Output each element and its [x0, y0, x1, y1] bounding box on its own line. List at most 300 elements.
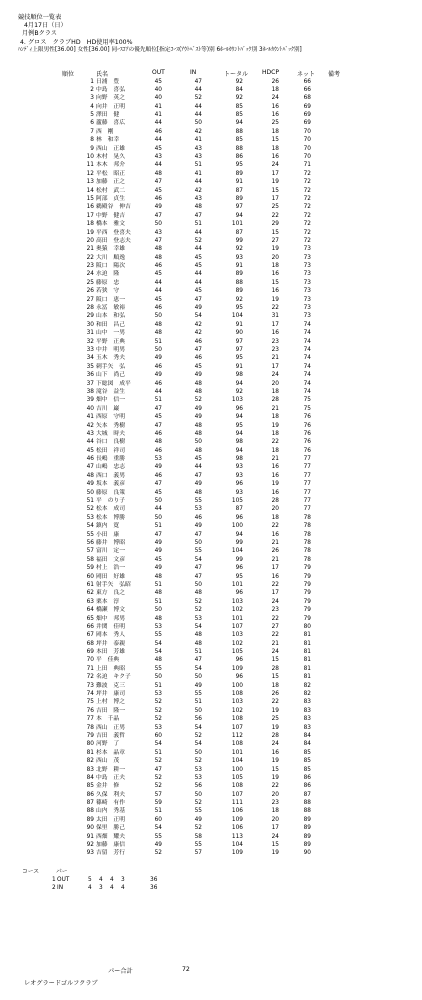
in-cell: 56: [194, 716, 202, 723]
in-cell: 49: [194, 305, 202, 312]
hdcp-cell: 16: [271, 531, 279, 538]
hdcp-cell: 18: [271, 514, 279, 521]
hole-par: 4: [121, 885, 125, 892]
table-row: [0, 78, 422, 86]
hdcp-cell: 22: [271, 439, 279, 446]
out-cell: 47: [154, 212, 162, 219]
total-cell: 94: [235, 212, 243, 219]
name-cell: 難波 克三: [96, 682, 125, 689]
table-row: [0, 455, 422, 463]
name-cell: 鵜殿谷 伸吉: [96, 204, 131, 211]
in-cell: 56: [194, 783, 202, 790]
table-row: [0, 103, 422, 111]
in-cell: 45: [194, 363, 202, 370]
total-cell: 96: [235, 514, 243, 521]
rank-cell: 55: [86, 531, 94, 538]
table-row: [0, 287, 422, 295]
net-cell: 77: [303, 506, 311, 513]
hdcp-cell: 22: [271, 632, 279, 639]
table-row: [0, 438, 422, 446]
in-cell: 50: [194, 539, 202, 546]
net-cell: 78: [303, 556, 311, 563]
hdcp-cell: 16: [271, 464, 279, 471]
table-row: [0, 195, 422, 203]
net-cell: 68: [303, 95, 311, 102]
hdcp-cell: 20: [271, 506, 279, 513]
in-cell: 48: [194, 430, 202, 437]
net-cell: 76: [303, 447, 311, 454]
name-cell: 加藤 康信: [96, 842, 125, 849]
col-net: ネット: [297, 71, 316, 78]
name-cell: 山中 一男: [96, 330, 125, 337]
hdcp-cell: 28: [271, 732, 279, 739]
total-cell: 100: [231, 766, 243, 773]
hdcp-cell: 19: [271, 850, 279, 857]
out-cell: 53: [154, 691, 162, 698]
hdcp-cell: 22: [271, 212, 279, 219]
hdcp-cell: 15: [271, 229, 279, 236]
hdcp-cell: 16: [271, 112, 279, 119]
in-cell: 55: [194, 842, 202, 849]
rank-cell: 92: [86, 842, 94, 849]
table-row: [0, 841, 422, 849]
table-row: [0, 539, 422, 547]
name-cell: 篠崎 有作: [96, 800, 125, 807]
out-cell: 60: [154, 816, 162, 823]
in-cell: 49: [194, 372, 202, 379]
rank-cell: 19: [86, 229, 94, 236]
table-row: [0, 849, 422, 857]
in-cell: 50: [194, 439, 202, 446]
total-cell: 95: [235, 422, 243, 429]
rank-cell: 34: [86, 355, 94, 362]
name-cell: 岡本 秀人: [96, 632, 125, 639]
total-cell: 96: [235, 674, 243, 681]
net-cell: 89: [303, 833, 311, 840]
table-row: [0, 472, 422, 480]
hdcp-cell: 19: [271, 774, 279, 781]
net-cell: 74: [303, 388, 311, 395]
total-cell: 94: [235, 447, 243, 454]
table-row: [0, 312, 422, 320]
hdcp-cell: 20: [271, 816, 279, 823]
total-cell: 94: [235, 380, 243, 387]
total-cell: 104: [231, 842, 243, 849]
table-row: [0, 296, 422, 304]
table-row: [0, 489, 422, 497]
net-cell: 72: [303, 221, 311, 228]
hole-par: 4: [110, 885, 114, 892]
hdcp-cell: 18: [271, 414, 279, 421]
hdcp-cell: 19: [271, 246, 279, 253]
out-cell: 45: [154, 145, 162, 152]
rank-cell: 81: [86, 749, 94, 756]
rank-cell: 14: [86, 187, 94, 194]
out-cell: 50: [154, 514, 162, 521]
name-cell: 山嶋 忠志: [96, 464, 125, 471]
name-cell: 射手矢 弘昭: [96, 581, 131, 588]
out-cell: 49: [154, 842, 162, 849]
table-row: [0, 245, 422, 253]
net-cell: 84: [303, 732, 311, 739]
tiebreak-condition: ﾊﾝﾃﾞｨ上限男性[36.00] 女性[36.00] 同ｰｽｺｱの優先順位[指定ｺｰｽ(ｱｳﾄﾍﾞｽﾄ等)別 6ﾎｰﾙｶｳﾝﾄﾊﾞｯｸ別 3ﾎｰﾙｶｳﾝﾄﾊﾞｯｸ別]: [18, 47, 302, 53]
name-cell: 西原 守明: [96, 414, 125, 421]
net-cell: 79: [303, 615, 311, 622]
table-row: [0, 396, 422, 404]
out-cell: 55: [154, 833, 162, 840]
table-row: [0, 338, 422, 346]
in-cell: 57: [194, 850, 202, 857]
table-row: [0, 371, 422, 379]
in-cell: 45: [194, 288, 202, 295]
name-cell: 高田 登志夫: [96, 237, 131, 244]
out-cell: 46: [154, 128, 162, 135]
total-cell: 99: [235, 237, 243, 244]
net-cell: 80: [303, 623, 311, 630]
total-cell: 101: [231, 221, 243, 228]
name-cell: 北野 耕一: [96, 766, 125, 773]
hdcp-cell: 16: [271, 154, 279, 161]
hdcp-cell: 16: [271, 573, 279, 580]
net-cell: 81: [303, 632, 311, 639]
hdcp-cell: 23: [271, 800, 279, 807]
name-cell: 吉田 隆一: [96, 707, 125, 714]
net-cell: 89: [303, 825, 311, 832]
rank-cell: 73: [86, 682, 94, 689]
name-cell: 水迫 隆: [96, 271, 120, 278]
total-cell: 106: [231, 825, 243, 832]
in-cell: 49: [194, 523, 202, 530]
out-cell: 48: [154, 170, 162, 177]
hdcp-cell: 19: [271, 296, 279, 303]
total-cell: 97: [235, 338, 243, 345]
table-row: [0, 724, 422, 732]
net-cell: 77: [303, 481, 311, 488]
out-cell: 48: [154, 254, 162, 261]
hdcp-cell: 15: [271, 842, 279, 849]
out-cell: 53: [154, 724, 162, 731]
out-cell: 48: [154, 657, 162, 664]
out-cell: 49: [154, 464, 162, 471]
hdcp-cell: 15: [271, 657, 279, 664]
hdcp-cell: 19: [271, 758, 279, 765]
name-cell: 久保 利夫: [96, 791, 125, 798]
table-row: [0, 119, 422, 127]
hdcp-cell: 27: [271, 237, 279, 244]
rank-cell: 49: [86, 481, 94, 488]
col-rank: 順位: [62, 71, 75, 78]
hdcp-cell: 17: [271, 825, 279, 832]
in-cell: 54: [194, 665, 202, 672]
out-cell: 50: [154, 221, 162, 228]
net-cell: 79: [303, 590, 311, 597]
net-cell: 78: [303, 523, 311, 530]
rank-cell: 88: [86, 808, 94, 815]
in-cell: 52: [194, 598, 202, 605]
total-cell: 107: [231, 623, 243, 630]
rank-cell: 23: [86, 263, 94, 270]
out-cell: 40: [154, 95, 162, 102]
name-cell: 藤原 忠: [96, 279, 120, 286]
name-cell: 西口 義男: [96, 472, 125, 479]
net-cell: 78: [303, 514, 311, 521]
total-cell: 101: [231, 749, 243, 756]
net-cell: 74: [303, 347, 311, 353]
in-cell: 55: [194, 691, 202, 698]
in-cell: 52: [194, 95, 202, 102]
out-cell: 57: [154, 791, 162, 798]
table-row: [0, 673, 422, 681]
in-cell: 46: [194, 514, 202, 521]
rank-cell: 16: [86, 204, 94, 211]
hdcp-cell: 26: [271, 548, 279, 555]
rank-cell: 70: [86, 657, 94, 664]
rank-cell: 45: [86, 447, 94, 454]
table-row: [0, 505, 422, 513]
total-cell: 106: [231, 808, 243, 815]
total-cell: 86: [235, 154, 243, 161]
hdcp-cell: 21: [271, 539, 279, 546]
table-row: [0, 665, 422, 673]
net-cell: 81: [303, 640, 311, 647]
net-cell: 83: [303, 707, 311, 714]
net-cell: 72: [303, 237, 311, 244]
out-cell: 59: [154, 800, 162, 807]
rank-cell: 83: [86, 766, 94, 773]
table-row: [0, 623, 422, 631]
in-cell: 49: [194, 816, 202, 823]
out-cell: 45: [154, 556, 162, 563]
table-row: [0, 405, 422, 413]
net-cell: 85: [303, 749, 311, 756]
in-cell: 50: [194, 707, 202, 714]
table-row: [0, 522, 422, 530]
out-cell: 54: [154, 825, 162, 832]
net-cell: 89: [303, 842, 311, 849]
name-cell: 本 千晶: [96, 716, 120, 723]
rank-cell: 52: [86, 506, 94, 513]
in-cell: 52: [194, 800, 202, 807]
out-cell: 45: [154, 271, 162, 278]
in-cell: 48: [194, 447, 202, 454]
table-row: [0, 329, 422, 337]
net-cell: 72: [303, 212, 311, 219]
hdcp-cell: 22: [271, 615, 279, 622]
out-cell: 46: [154, 263, 162, 270]
in-cell: 47: [194, 573, 202, 580]
rank-cell: 40: [86, 405, 94, 412]
name-cell: 吉川 巌: [96, 405, 120, 412]
total-cell: 95: [235, 162, 243, 169]
net-cell: 74: [303, 380, 311, 387]
table-row: [0, 589, 422, 597]
total-cell: 98: [235, 456, 243, 463]
total-cell: 89: [235, 288, 243, 295]
name-cell: 福田 文彦: [96, 556, 125, 563]
out-cell: 41: [154, 112, 162, 119]
table-row: [0, 715, 422, 723]
hdcp-cell: 28: [271, 665, 279, 672]
in-cell: 52: [194, 825, 202, 832]
out-cell: 44: [154, 279, 162, 286]
total-cell: 108: [231, 783, 243, 790]
hdcp-cell: 17: [271, 590, 279, 597]
name-cell: 畑中 信一: [96, 397, 125, 404]
out-cell: 51: [154, 749, 162, 756]
total-cell: 102: [231, 707, 243, 714]
total-cell: 97: [235, 347, 243, 353]
rank-cell: 86: [86, 791, 94, 798]
table-row: [0, 480, 422, 488]
in-cell: 53: [194, 506, 202, 513]
name-cell: 坪井 康司: [96, 691, 125, 698]
net-cell: 69: [303, 120, 311, 127]
hdcp-cell: 20: [271, 791, 279, 798]
name-cell: 上田 典昭: [96, 665, 125, 672]
total-cell: 89: [235, 195, 243, 202]
table-row: [0, 229, 422, 237]
name-cell: 和田 昌己: [96, 321, 125, 328]
name-cell: 平野 正典: [96, 338, 125, 345]
rank-cell: 24: [86, 271, 94, 278]
in-cell: 54: [194, 556, 202, 563]
name-cell: 山本 和弘: [96, 313, 125, 320]
total-cell: 109: [231, 665, 243, 672]
net-cell: 81: [303, 665, 311, 672]
hdcp-cell: 24: [271, 372, 279, 379]
table-row: [0, 531, 422, 539]
table-row: [0, 807, 422, 815]
total-cell: 103: [231, 632, 243, 639]
out-cell: 48: [154, 321, 162, 328]
rank-cell: 71: [86, 665, 94, 672]
in-cell: 47: [194, 657, 202, 664]
total-cell: 107: [231, 724, 243, 731]
hole-par: 4: [110, 877, 114, 883]
net-cell: 74: [303, 363, 311, 370]
total-cell: 96: [235, 565, 243, 572]
in-cell: 42: [194, 128, 202, 135]
hdcp-cell: 15: [271, 137, 279, 144]
net-cell: 69: [303, 103, 311, 110]
rank-cell: 22: [86, 254, 94, 261]
in-cell: 52: [194, 237, 202, 244]
hdcp-cell: 22: [271, 783, 279, 790]
in-cell: 55: [194, 548, 202, 555]
hdcp-cell: 18: [271, 447, 279, 454]
total-cell: 98: [235, 439, 243, 446]
total-cell: 103: [231, 598, 243, 605]
out-cell: 51: [154, 338, 162, 345]
total-cell: 94: [235, 120, 243, 127]
total-cell: 93: [235, 254, 243, 261]
net-cell: 66: [303, 86, 311, 93]
out-cell: 54: [154, 741, 162, 748]
in-cell: 52: [194, 758, 202, 765]
table-row: [0, 86, 422, 94]
rank-cell: 44: [86, 439, 94, 446]
in-cell: 48: [194, 640, 202, 647]
table-row: [0, 824, 422, 832]
hdcp-cell: 16: [271, 271, 279, 278]
net-cell: 78: [303, 531, 311, 538]
in-cell: 44: [194, 464, 202, 471]
rank-cell: 77: [86, 716, 94, 723]
rank-cell: 89: [86, 816, 94, 823]
rank-cell: 67: [86, 632, 94, 639]
name-cell: 橋本 雅文: [96, 221, 125, 228]
net-cell: 77: [303, 498, 311, 505]
par-total-label: パー合計: [108, 968, 133, 975]
out-cell: 40: [154, 86, 162, 93]
in-cell: 49: [194, 414, 202, 421]
rank-cell: 31: [86, 330, 94, 337]
hdcp-cell: 17: [271, 321, 279, 328]
hdcp-cell: 18: [271, 682, 279, 689]
rank-cell: 28: [86, 305, 94, 312]
hdcp-cell: 27: [271, 623, 279, 630]
table-row: [0, 791, 422, 799]
hdcp-cell: 24: [271, 598, 279, 605]
hole-par: 5: [88, 877, 92, 883]
in-cell: 47: [194, 472, 202, 479]
name-cell: 井関 佳明: [96, 623, 125, 630]
out-cell: 46: [154, 380, 162, 387]
out-cell: 46: [154, 430, 162, 437]
rank-cell: 93: [86, 850, 94, 857]
net-cell: 83: [303, 716, 311, 723]
out-cell: 45: [154, 489, 162, 496]
net-cell: 87: [303, 791, 311, 798]
out-cell: 41: [154, 103, 162, 110]
net-cell: 72: [303, 204, 311, 211]
rank-cell: 8: [90, 137, 94, 144]
total-cell: 109: [231, 850, 243, 857]
net-cell: 78: [303, 548, 311, 555]
table-row: [0, 430, 422, 438]
in-cell: 45: [194, 456, 202, 463]
in-cell: 47: [194, 531, 202, 538]
hdcp-cell: 24: [271, 741, 279, 748]
name-cell: 大川 順逸: [96, 254, 125, 261]
rank-cell: 78: [86, 724, 94, 731]
net-cell: 74: [303, 372, 311, 379]
hdcp-cell: 24: [271, 162, 279, 169]
hdcp-cell: 26: [271, 78, 279, 85]
hdcp-cell: 22: [271, 699, 279, 706]
out-cell: 48: [154, 439, 162, 446]
out-cell: 54: [154, 649, 162, 656]
total-cell: 109: [231, 816, 243, 823]
name-cell: 坂本 義彦: [96, 481, 125, 488]
total-cell: 94: [235, 414, 243, 421]
name-cell: 中井 明男: [96, 347, 125, 353]
total-cell: 101: [231, 581, 243, 588]
rank-cell: 84: [86, 774, 94, 781]
name-cell: 阿部 貞生: [96, 195, 125, 202]
name-cell: 中島 正夫: [96, 774, 125, 781]
name-cell: 吉留 芳行: [96, 850, 125, 857]
in-cell: 49: [194, 481, 202, 488]
name-cell: 西畑 耀夫: [96, 833, 125, 840]
table-row: [0, 656, 422, 664]
total-cell: 89: [235, 271, 243, 278]
net-cell: 74: [303, 338, 311, 345]
rank-cell: 82: [86, 758, 94, 765]
name-cell: 玉木 秀夫: [96, 355, 125, 362]
course-row: [0, 876, 200, 884]
name-cell: 平松 昭正: [96, 170, 125, 177]
